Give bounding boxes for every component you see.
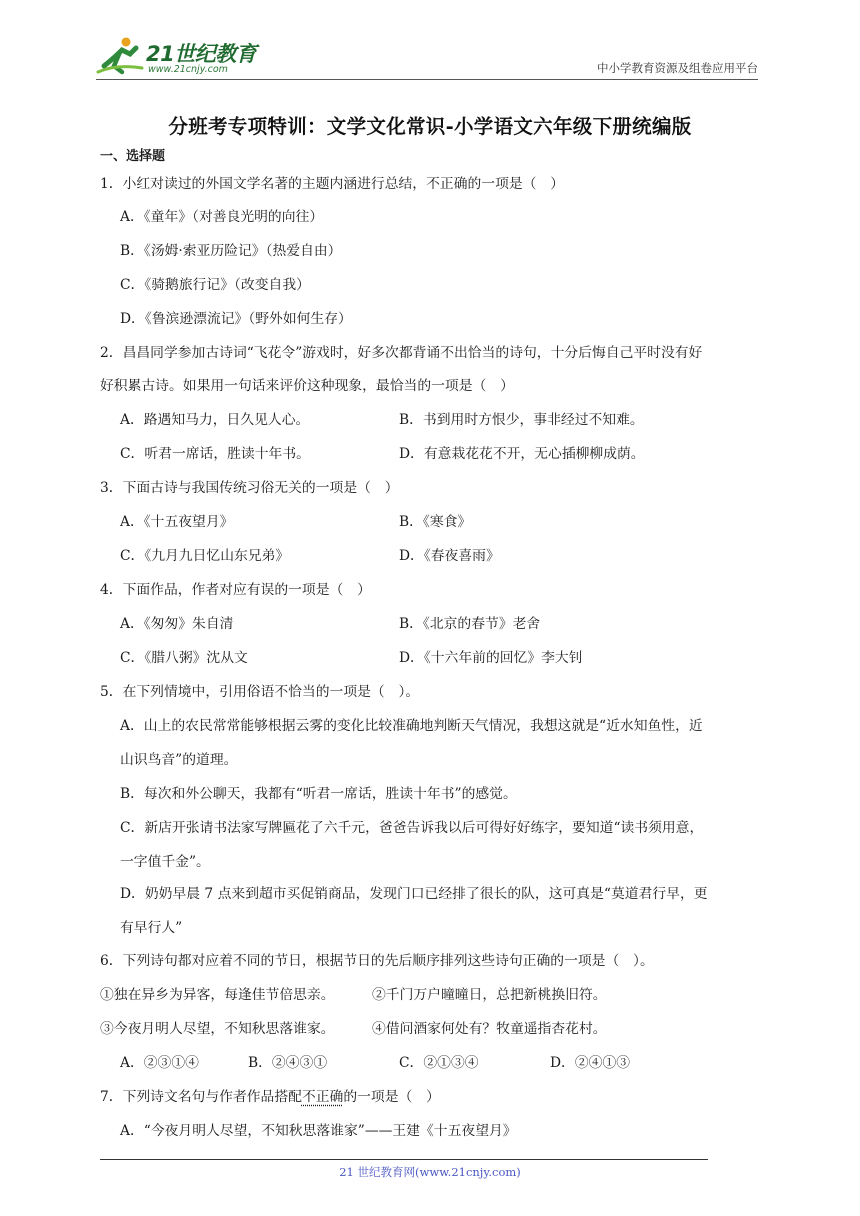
q5-option-a-line1: A．山上的农民常常能够根据云雾的变化比较准确地判断天气情况，我想这就是“近水知鱼性，近 — [120, 718, 703, 734]
q5-option-c-line1: C．新店开张请书法家写牌匾花了六千元，爸爸告诉我以后可得好好练字，要知道“读书须用意， — [120, 820, 704, 836]
question-6-stem: 6．下列诗句都对应着不同的节日，根据节日的先后顺序排列这些诗句正确的一项是（ ）。 — [100, 953, 654, 969]
q1-option-a: A．《童年》（对善良光明的向往） — [120, 209, 324, 225]
q2-option-d: D．有意栽花花不开，无心插柳柳成荫。 — [399, 446, 645, 462]
q7-emphasis-mark: 不正确 — [301, 1089, 344, 1105]
q6-option-a: A．②③①④ — [120, 1055, 199, 1071]
site-logo[interactable] — [96, 36, 266, 76]
platform-name: 中小学教育资源及组卷应用平台 — [597, 61, 758, 75]
q3-option-b: B．《寒食》 — [399, 514, 472, 530]
q7-stem-suffix: 的一项是（ ） — [343, 1089, 440, 1105]
q6-option-d: D．②④①③ — [550, 1055, 631, 1071]
page-header — [96, 30, 758, 80]
q6-option-c: C．②①③④ — [399, 1055, 479, 1071]
q6-poem-1: ①独在异乡为异客，每逢佳节倍思亲。 — [100, 987, 335, 1003]
logo-url: www.21cnjy.com — [148, 64, 228, 75]
q5-option-c-line2: 一字值千金”。 — [120, 854, 210, 870]
question-1-stem: 1．小红对读过的外国文学名著的主题内涵进行总结，不正确的一项是（ ） — [100, 176, 565, 192]
q2-option-c: C．听君一席话，胜读十年书。 — [120, 446, 310, 462]
question-3-stem: 3．下面古诗与我国传统习俗无关的一项是（ ） — [100, 480, 399, 496]
q5-option-d-line1: D．奶奶早晨 7 点来到超市买促销商品，发现门口已经排了很长的队，这可真是“莫道君行早，更 — [120, 886, 708, 902]
section-heading: 一、选择题 — [100, 149, 166, 164]
q1-option-d: D．《鲁滨逊漂流记》（野外如何生存） — [120, 311, 352, 327]
q7-option-a: A．“今夜月明人尽望，不知秋思落谁家”——王建《十五夜望月》 — [120, 1123, 517, 1139]
q3-option-c: C．《九月九日忆山东兄弟》 — [120, 548, 290, 564]
footer-divider — [100, 1159, 708, 1160]
logo-text: 21世纪教育 — [146, 42, 257, 66]
q6-option-b: B．②④③① — [248, 1055, 328, 1071]
q3-option-d: D．《春夜喜雨》 — [399, 548, 500, 564]
q1-option-c: C．《骑鹅旅行记》（改变自我） — [120, 277, 310, 293]
runner-logo-icon — [96, 36, 144, 76]
q3-option-a: A．《十五夜望月》 — [120, 514, 234, 530]
footer-text[interactable]: 21 世纪教育网(www.21cnjy.com) — [339, 1165, 521, 1179]
question-2-stem-line1: 2．昌昌同学参加古诗词“飞花令”游戏时，好多次都背诵不出恰当的诗句，十分后悔自己平时没有好 — [100, 345, 703, 361]
question-2-stem-line2: 好积累古诗。如果用一句话来评价这种现象，最恰当的一项是（ ） — [100, 378, 514, 394]
q6-poem-4: ④借问酒家何处有？牧童遥指杏花村。 — [372, 1021, 607, 1037]
q6-poem-2: ②千门万户曈曈日，总把新桃换旧符。 — [372, 987, 607, 1003]
q6-poem-3: ③今夜月明人尽望，不知秋思落谁家。 — [100, 1021, 335, 1037]
q4-option-b: B．《北京的春节》老舍 — [399, 616, 541, 632]
q4-option-d: D．《十六年前的回忆》李大钊 — [399, 650, 583, 666]
q4-option-c: C．《腊八粥》沈从文 — [120, 650, 248, 666]
q5-option-d-line2: 有早行人” — [120, 920, 183, 936]
q5-option-a-line2: 山识鸟音”的道理。 — [120, 752, 238, 768]
question-5-stem: 5．在下列情境中，引用俗语不恰当的一项是（ ）。 — [100, 684, 420, 700]
q2-option-b: B．书到用时方恨少，事非经过不知难。 — [399, 412, 644, 428]
question-7-stem — [100, 1087, 440, 1107]
q4-option-a: A．《匆匆》朱自清 — [120, 616, 234, 632]
q7-stem-prefix: 7．下列诗文名句与作者作品搭配 — [100, 1089, 302, 1105]
q2-option-a: A．路遇知马力，日久见人心。 — [120, 412, 310, 428]
question-4-stem: 4．下面作品，作者对应有误的一项是（ ） — [100, 582, 371, 598]
page-title: 分班考专项特训：文学文化常识-小学语文六年级下册统编版 — [168, 115, 692, 138]
q1-option-b: B．《汤姆·索亚历险记》（热爱自由） — [120, 243, 342, 259]
header-divider — [96, 79, 758, 80]
q5-option-b: B．每次和外公聊天，我都有“听君一席话，胜读十年书”的感觉。 — [120, 786, 517, 802]
